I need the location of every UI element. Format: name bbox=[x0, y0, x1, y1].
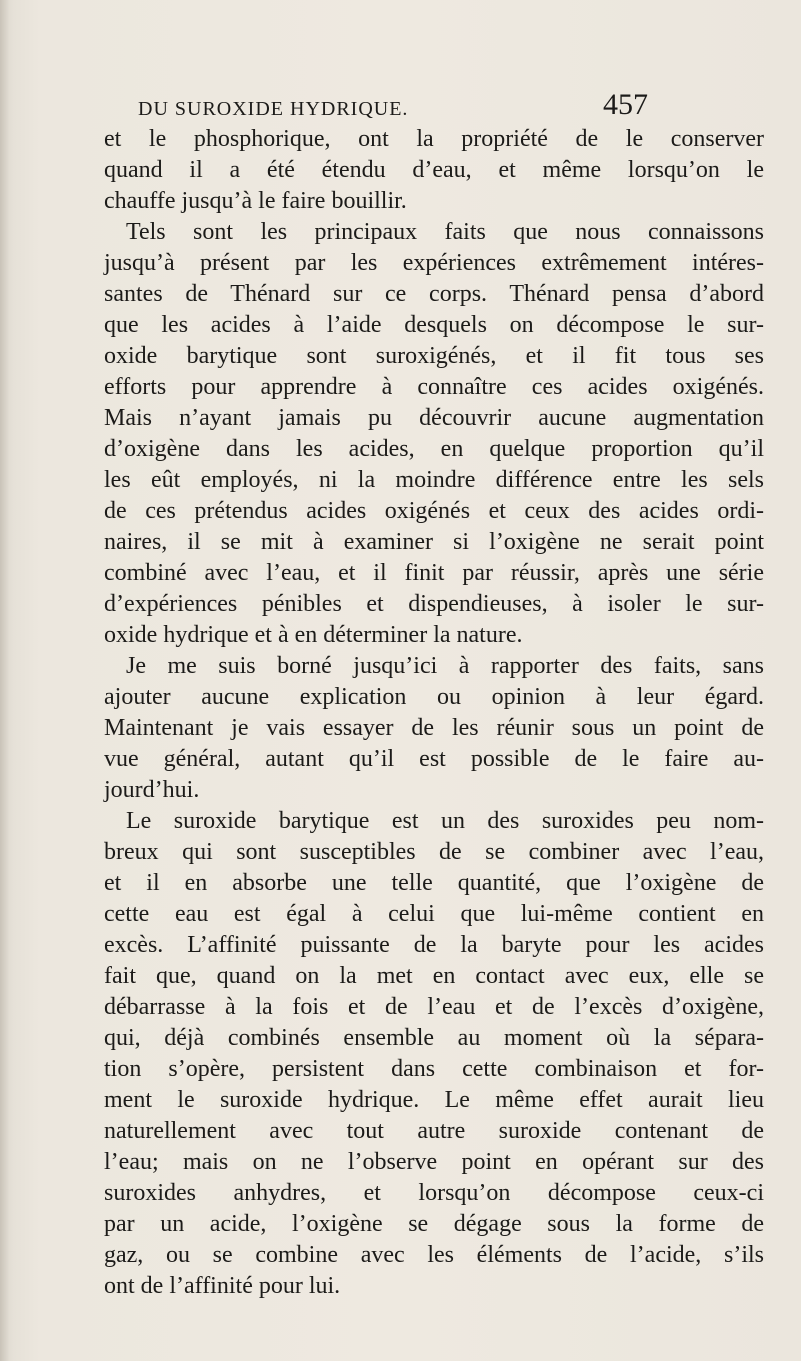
text-line: naires, il se mit à examiner si l’oxigène ne serait point bbox=[104, 529, 764, 555]
text-line: débarrasse à la fois et de l’eau et de l’excès d’oxigène, bbox=[104, 994, 764, 1020]
text-line: l’eau; mais on ne l’observe point en opérant sur des bbox=[104, 1149, 764, 1175]
text-line: Tels sont les principaux faits que nous connaissons bbox=[126, 219, 764, 245]
text-line: jourd’hui. bbox=[104, 777, 200, 803]
text-line: oxide hydrique et à en déterminer la nature. bbox=[104, 622, 523, 648]
text-line: fait que, quand on la met en contact avec eux, elle se bbox=[104, 963, 764, 989]
text-line: Le suroxide barytique est un des suroxides peu nom- bbox=[126, 808, 764, 834]
text-line: les eût employés, ni la moindre différence entre les sels bbox=[104, 467, 764, 493]
text-line: excès. L’affinité puissante de la baryte pour les acides bbox=[104, 932, 764, 958]
text-line: ment le suroxide hydrique. Le même effet aurait lieu bbox=[104, 1087, 764, 1113]
text-line: efforts pour apprendre à connaître ces acides oxigénés. bbox=[104, 374, 764, 400]
page-number: 457 bbox=[603, 88, 648, 121]
text-line: gaz, ou se combine avec les éléments de l’acide, s’ils bbox=[104, 1242, 764, 1268]
running-title: DU SUROXIDE HYDRIQUE. bbox=[138, 98, 409, 120]
text-line: chauffe jusqu’à le faire bouillir. bbox=[104, 188, 407, 214]
text-line: d’expériences pénibles et dispendieuses, à isoler le sur- bbox=[104, 591, 764, 617]
text-line: ajouter aucune explication ou opinion à leur égard. bbox=[104, 684, 764, 710]
text-line: de ces prétendus acides oxigénés et ceux des acides ordi- bbox=[104, 498, 764, 524]
text-line: d’oxigène dans les acides, en quelque proportion qu’il bbox=[104, 436, 764, 462]
text-line: et le phosphorique, ont la propriété de le conserver bbox=[104, 126, 764, 152]
text-line: santes de Thénard sur ce corps. Thénard pensa d’abord bbox=[104, 281, 764, 307]
text-line: combiné avec l’eau, et il finit par réussir, après une série bbox=[104, 560, 764, 586]
text-line: quand il a été étendu d’eau, et même lorsqu’on le bbox=[104, 157, 764, 183]
text-line: Maintenant je vais essayer de les réunir sous un point de bbox=[104, 715, 764, 741]
text-line: cette eau est égal à celui que lui-même contient en bbox=[104, 901, 764, 927]
text-line: ont de l’affinité pour lui. bbox=[104, 1273, 341, 1299]
text-line: tion s’opère, persistent dans cette combinaison et for- bbox=[104, 1056, 764, 1082]
text-line: et il en absorbe une telle quantité, que l’oxigène de bbox=[104, 870, 764, 896]
text-line: Mais n’ayant jamais pu découvrir aucune augmentation bbox=[104, 405, 764, 431]
body-text bbox=[104, 124, 764, 1302]
text-line: breux qui sont susceptibles de se combiner avec l’eau, bbox=[104, 839, 764, 865]
text-line: jusqu’à présent par les expériences extrêmement intéres- bbox=[104, 250, 764, 276]
page-edge bbox=[0, 0, 10, 1361]
text-line: suroxides anhydres, et lorsqu’on décompose ceux-ci bbox=[104, 1180, 764, 1206]
page-header bbox=[138, 86, 778, 126]
text-line: par un acide, l’oxigène se dégage sous la forme de bbox=[104, 1211, 764, 1237]
text-line: Je me suis borné jusqu’ici à rapporter des faits, sans bbox=[126, 653, 764, 679]
text-line: oxide barytique sont suroxigénés, et il fit tous ses bbox=[104, 343, 764, 369]
text-line: que les acides à l’aide desquels on décompose le sur- bbox=[104, 312, 764, 338]
text-line: naturellement avec tout autre suroxide contenant de bbox=[104, 1118, 764, 1144]
text-line: qui, déjà combinés ensemble au moment où la sépara- bbox=[104, 1025, 764, 1051]
text-line: vue général, autant qu’il est possible de le faire au- bbox=[104, 746, 764, 772]
